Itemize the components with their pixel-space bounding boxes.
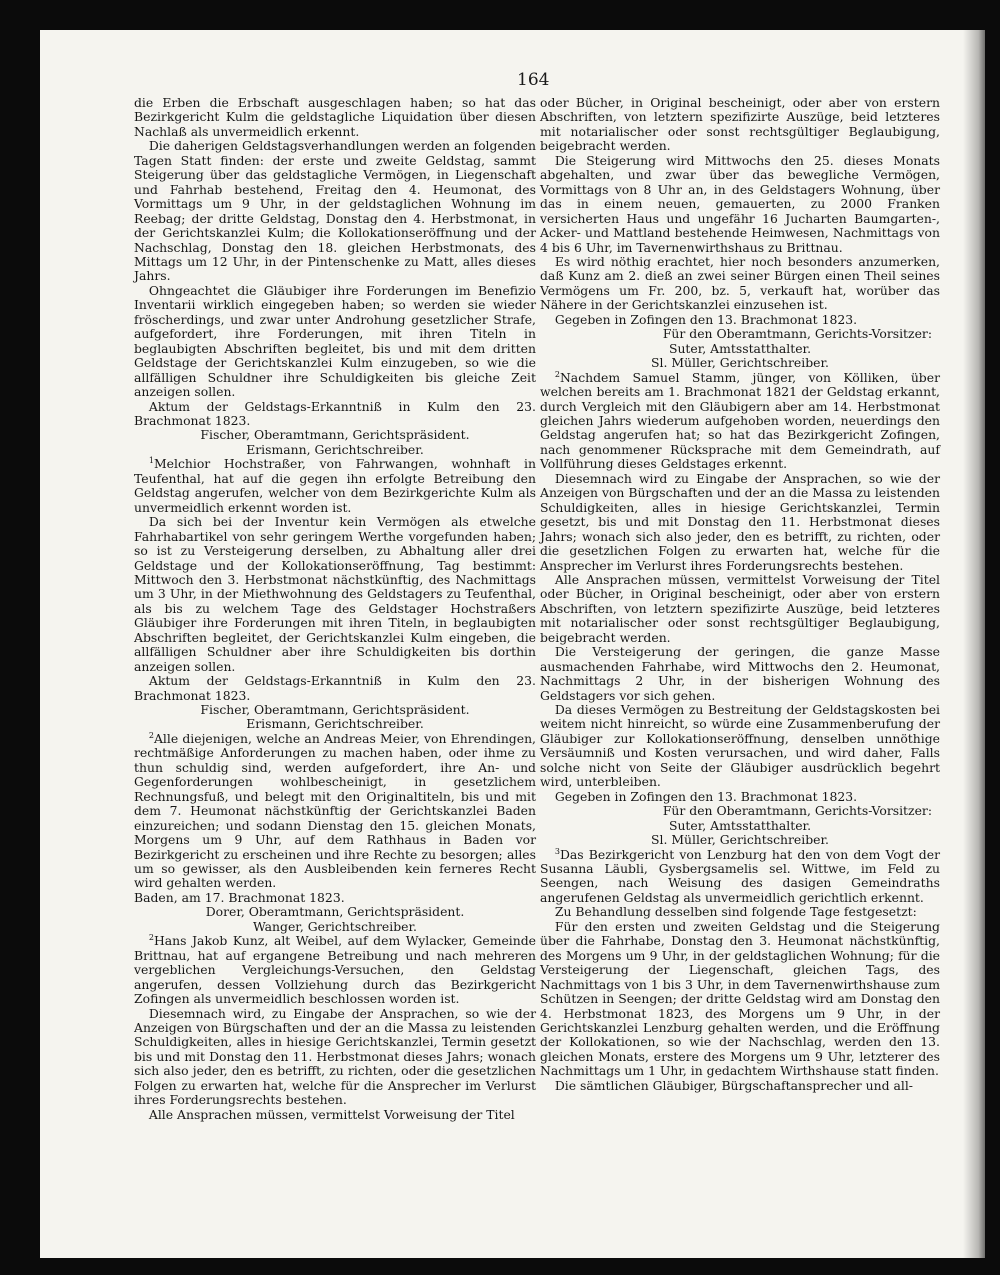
signature-line bbox=[540, 327, 940, 341]
paragraph bbox=[540, 905, 940, 919]
paragraph bbox=[540, 703, 940, 790]
paragraph-text: Wanger, Gerichtschreiber. bbox=[252, 918, 417, 934]
footnote-marker: 2 bbox=[148, 933, 154, 943]
paragraph-text: Erismann, Gerichtschreiber. bbox=[246, 716, 424, 732]
footnote-marker: 2 bbox=[148, 730, 154, 740]
signature-line bbox=[134, 717, 536, 731]
paragraph-text: Fischer, Oberamtmann, Gerichtspräsident. bbox=[200, 702, 470, 718]
paragraph-text: Nachdem Samuel Stamm, jünger, von Kölliken, über welchen bereits am 1. Brachmonat 1821 der Geldstag erkannt, durch Vergleich mit den Gläubigern aber am 14. Herbstmonat gleichen Jahrs wiederum aufgehoben worden, neuerdings den Geldstag angerufen hat; so hat das Bezirkgericht Zofingen, nach genommener Rücksprache mit dem Gemeindrath, auf Vollführung dieses Geldstages erkennt. bbox=[540, 369, 940, 472]
footnote-marker: 1 bbox=[148, 456, 154, 466]
paragraph-text: Dorer, Oberamtmann, Gerichtspräsident. bbox=[205, 904, 465, 920]
footnote-marker: 3 bbox=[554, 846, 560, 856]
signature-line bbox=[540, 356, 940, 370]
paragraph bbox=[134, 457, 536, 515]
paragraph bbox=[540, 371, 940, 472]
paragraph bbox=[134, 515, 536, 674]
paragraph bbox=[134, 732, 536, 891]
paragraph bbox=[134, 400, 536, 429]
signature-line bbox=[540, 804, 940, 818]
paragraph-text: Diesemnach wird, zu Eingabe der Ansprachen, so wie der Anzeigen von Bürgschaften und der an die Massa zu leistenden Schuldigkeiten, alles in hiesige Gerichtskanzlei, Termin gesetzt bis und mit Donstag den 11. Herbstmonat dieses Jahrs; wonach sich also jeder, den es betrifft, zu richten, oder die gesetzlichen Folgen zu erwarten hat, welche für die Ansprecher im Verlurst ihres Forderungsrechts bestehen. bbox=[134, 1005, 536, 1108]
paragraph bbox=[134, 96, 536, 139]
paragraph bbox=[540, 313, 940, 327]
paragraph-text: Sl. Müller, Gerichtschreiber. bbox=[651, 832, 829, 848]
paragraph-text: Die Versteigerung der geringen, die ganze Masse ausmachenden Fahrhabe, wird Mittwochs den 2. Heumonat, Nachmittags 2 Uhr, in der bisherigen Wohnung des Geldstagers vor sich gehen. bbox=[540, 644, 940, 703]
paragraph-text: Gegeben in Zofingen den 13. Brachmonat 1823. bbox=[554, 788, 858, 804]
paragraph bbox=[540, 920, 940, 1079]
signature-line bbox=[134, 428, 536, 442]
paragraph bbox=[134, 1007, 536, 1108]
paragraph bbox=[540, 645, 940, 703]
signature-line bbox=[134, 703, 536, 717]
paragraph-text: Diesemnach wird zu Eingabe der Ansprachen, so wie der Anzeigen von Bürgschaften und der an die Massa zu leistenden Schuldigkeiten, alles in hiesige Gerichtskanzlei, Termin gesetzt, bis und mit Donstag den 11. Herbstmonat dieses Jahrs; wonach sich also jeder, den es betrifft, zu richten, oder die gesetzlichen Folgen zu erwarten hat, welche für die Ansprecher im Verlurst ihres Forderungsrechts bestehen. bbox=[540, 470, 940, 573]
paragraph-text: Gegeben in Zofingen den 13. Brachmonat 1823. bbox=[554, 311, 858, 327]
paragraph-text: Für den ersten und zweiten Geldstag und die Steigerung über die Fahrhabe, Donstag den 3. Heumonat nächstkünftig, des Morgens um 9 Uhr, in der geldstaglichen Wohnung; für die Versteigerung der Liegenschaft, gleichen Tags, des Nachmittags von 1 bis 3 Uhr, in dem Tavernenwirthshause zum Schützen in Seengen; der dritte Geldstag wird am Donstag den 4. Herbstmonat 1823, des Morgens um 9 Uhr, in der Gerichtskanzlei Lenzburg gehalten werden, und die Eröffnung der Kollokationen, so wie der Nachschlag, werden den 13. gleichen Monats, erstere des Morgens um 9 Uhr, letzterer des Nachmittags um 1 Uhr, in gedachtem Wirthshause statt finden. bbox=[540, 918, 940, 1079]
page-edge-shadow bbox=[963, 30, 985, 1258]
paragraph-text: Die daherigen Geldstagsverhandlungen werden an folgenden Tagen Statt finden: der erste und zweite Geldstag, sammt Steigerung über das geldstagliche Vermögen, in Liegenschaft und Fahrhab bestehend, Freitag den 4. Heumonat, des Vormittags um 9 Uhr, in der geldstaglichen Wohnung im Reebag; der dritte Geldstag, Donstag den 4. Herbstmonat, in der Gerichtskanzlei Kulm; die Kollokationseröffnung und der Nachschlag, Donstag den 18. gleichen Herbstmonats, des Mittags um 12 Uhr, in der Pintenschenke zu Matt, alles dieses Jahrs. bbox=[134, 138, 536, 284]
paragraph bbox=[540, 472, 940, 573]
paragraph bbox=[134, 1108, 536, 1122]
paragraph-text: Für den Oberamtmann, Gerichts-Vorsitzer: bbox=[662, 326, 932, 342]
signature-line bbox=[540, 819, 940, 833]
paragraph-text: die Erben die Erbschaft ausgeschlagen haben; so hat das Bezirkgericht Kulm die geldstagliche Liquidation über diesen Nachlaß als unvermeidlich erkennt. bbox=[134, 95, 536, 139]
paragraph-text: Sl. Müller, Gerichtschreiber. bbox=[651, 355, 829, 371]
paragraph-text: oder Bücher, in Original bescheinigt, oder aber von erstern Abschriften, von letztern spezifizirte Auszüge, beid letzteres mit notarialischer oder sonst rechtsgültiger Beglaubigung, beigebracht werden. bbox=[540, 95, 940, 154]
footnote-marker: 2 bbox=[554, 369, 560, 379]
paragraph bbox=[134, 674, 536, 703]
paragraph-text: Hans Jakob Kunz, alt Weibel, auf dem Wylacker, Gemeinde Brittnau, hat auf ergangene Betreibung und nach mehreren vergeblichen Vergleichungs-Versuchen, den Geldstag angerufen, dessen Vollziehung durch das Bezirkgericht Zofingen als unvermeidlich beschlossen worden ist. bbox=[134, 933, 536, 1007]
paragraph-text: Da sich bei der Inventur kein Vermögen als etwelche Fahrhabartikel von sehr geringem Werthe vorgefunden haben; so ist zu Versteigerung derselben, zu Abhaltung aller drei Geldstage und der Kollokationseröffnung, Tag bestimmt: Mittwoch den 3. Herbstmonat nächstkünftig, des Nachmittags um 3 Uhr, in der Miethwohnung des Geldstagers zu Teufenthal, als bis zu welchem Tage des Geldstager Hochstraßers Gläubiger ihre Forderungen mit ihren Titeln, in beglaubigten Abschriften begleitet, der Gerichtskanzlei Kulm eingeben, die allfälligen Schuldner aber ihre Schuldigkeiten bis dorthin anzeigen sollen. bbox=[134, 514, 536, 674]
paragraph-text: Erismann, Gerichtschreiber. bbox=[246, 441, 424, 457]
paragraph-text: Ohngeachtet die Gläubiger ihre Forderungen im Benefizio Inventarii wirklich eingegeben haben; so werden sie wieder fröscherdings, und zwar unter Androhung gesetzlicher Strafe, aufgefordert, ihre Forderungen, mit ihren Titeln in beglaubigten Abschriften begleitet, bis und mit dem dritten Geldstage der Gerichtskanzlei Kulm einzugeben, so wie die allfälligen Schuldner ihre Schuldigkeiten bis gleiche Zeit anzeigen sollen. bbox=[134, 282, 536, 400]
paragraph bbox=[540, 96, 940, 154]
signature-line bbox=[134, 905, 536, 919]
paragraph-text: Suter, Amtsstatthalter. bbox=[668, 340, 812, 356]
paragraph bbox=[540, 1079, 940, 1093]
paragraph-text: Fischer, Oberamtmann, Gerichtspräsident. bbox=[200, 427, 470, 443]
paragraph-text: Alle Ansprachen müssen, vermittelst Vorweisung der Titel oder Bücher, in Original bescheinigt, oder aber von erstern Abschriften, von letztern spezifizirte Auszüge, beid letzteres mit notarialischer oder sonst rechtsgültiger Beglaubigung, beigebracht werden. bbox=[540, 571, 940, 645]
paragraph-text: Aktum der Geldstags-Erkanntniß in Kulm den 23. Brachmonat 1823. bbox=[134, 398, 536, 428]
paragraph-text: Da dieses Vermögen zu Bestreitung der Geldstagskosten bei weitem nicht hinreicht, so würde eine Zusammenberufung der Gläubiger zur Kollokationseröffnung, denselben unnöthige Versäumniß und Kosten verursachen, und wird daher, Falls solche nicht von Seite der Gläubiger ausdrücklich begehrt wird, unterbleiben. bbox=[540, 702, 940, 790]
paragraph bbox=[134, 139, 536, 284]
paragraph-text: Melchior Hochstraßer, von Fahrwangen, wohnhaft in Teufenthal, hat auf die gegen ihn erfolgte Betreibung den Geldstag angerufen, welcher von dem Bezirkgerichte Kulm als unvermeidlich erkennt worden ist. bbox=[134, 456, 536, 515]
signature-line bbox=[540, 833, 940, 847]
paragraph bbox=[540, 154, 940, 255]
scanned-page bbox=[40, 30, 985, 1258]
paragraph-text: Aktum der Geldstags-Erkanntniß in Kulm den 23. Brachmonat 1823. bbox=[134, 673, 536, 703]
paragraph-text: Die Steigerung wird Mittwochs den 25. dieses Monats abgehalten, und zwar über das bewegliche Vermögen, Vormittags von 8 Uhr an, in des Geldstagers Wohnung, über das in einem neuen, gemauerten, zu 2000 Franken versicherten Haus und ungefähr 16 Jucharten Baumgarten-, Acker- und Mattland bestehende Heimwesen, Nachmittags von 4 bis 6 Uhr, im Tavernenwirthshaus zu Brittnau. bbox=[540, 152, 940, 255]
paragraph bbox=[134, 934, 536, 1006]
paragraph-text: Zu Behandlung desselben sind folgende Tage festgesetzt: bbox=[554, 904, 917, 920]
signature-line bbox=[540, 342, 940, 356]
right-text-column bbox=[540, 96, 940, 1093]
paragraph-text: Alle Ansprachen müssen, vermittelst Vorweisung der Titel bbox=[148, 1106, 515, 1122]
signature-line bbox=[134, 920, 536, 934]
left-text-column bbox=[134, 96, 536, 1122]
paragraph-text: Suter, Amtsstatthalter. bbox=[668, 817, 812, 833]
paragraph bbox=[540, 573, 940, 645]
page-number: 164 bbox=[517, 70, 550, 90]
paragraph bbox=[540, 255, 940, 313]
paragraph bbox=[134, 284, 536, 400]
paragraph-text: Für den Oberamtmann, Gerichts-Vorsitzer: bbox=[662, 803, 932, 819]
paragraph bbox=[134, 891, 536, 905]
paragraph-text: Es wird nöthig erachtet, hier noch besonders anzumerken, daß Kunz am 2. dieß an zwei seiner Bürgen einen Theil seines Vermögens um Fr. 200, bz. 5, verkauft hat, worüber das Nähere in der Gerichtskanzlei einzusehen ist. bbox=[540, 253, 940, 313]
paragraph bbox=[540, 848, 940, 906]
signature-line bbox=[134, 443, 536, 457]
paragraph-text: Alle diejenigen, welche an Andreas Meier, von Ehrendingen, rechtmäßige Anforderungen zu machen haben, oder ihme zu thun schuldig sind, werden aufgefordert, ihre An- und Gegenforderungen wohlbescheinigt, in gesetzlichem Rechnungsfuß, und belegt mit den Originaltiteln, bis und mit dem 7. Heumonat nächstkünftig der Gerichtskanzlei Baden einzureichen; und sodann Dienstag den 15. gleichen Monats, Morgens um 9 Uhr, auf dem Rathhaus in Baden vor Bezirkgericht zu erscheinen und ihre Rechte zu besorgen; alles um so gewisser, als den Ausbleibenden kein ferneres Recht wird gehalten werden. bbox=[134, 730, 536, 891]
paragraph-text: Baden, am 17. Brachmonat 1823. bbox=[134, 889, 345, 905]
paragraph bbox=[540, 790, 940, 804]
paragraph-text: Das Bezirkgericht von Lenzburg hat den von dem Vogt der Susanna Läubli, Gysbergsamelis sel. Wittwe, im Feld zu Seengen, nach Weisung des dasigen Gemeindraths angerufenen Geldstag als unvermeidlich gerichtlich erkennt. bbox=[540, 846, 940, 905]
paragraph-text: Die sämtlichen Gläubiger, Bürgschaftansprecher und all- bbox=[554, 1077, 913, 1093]
